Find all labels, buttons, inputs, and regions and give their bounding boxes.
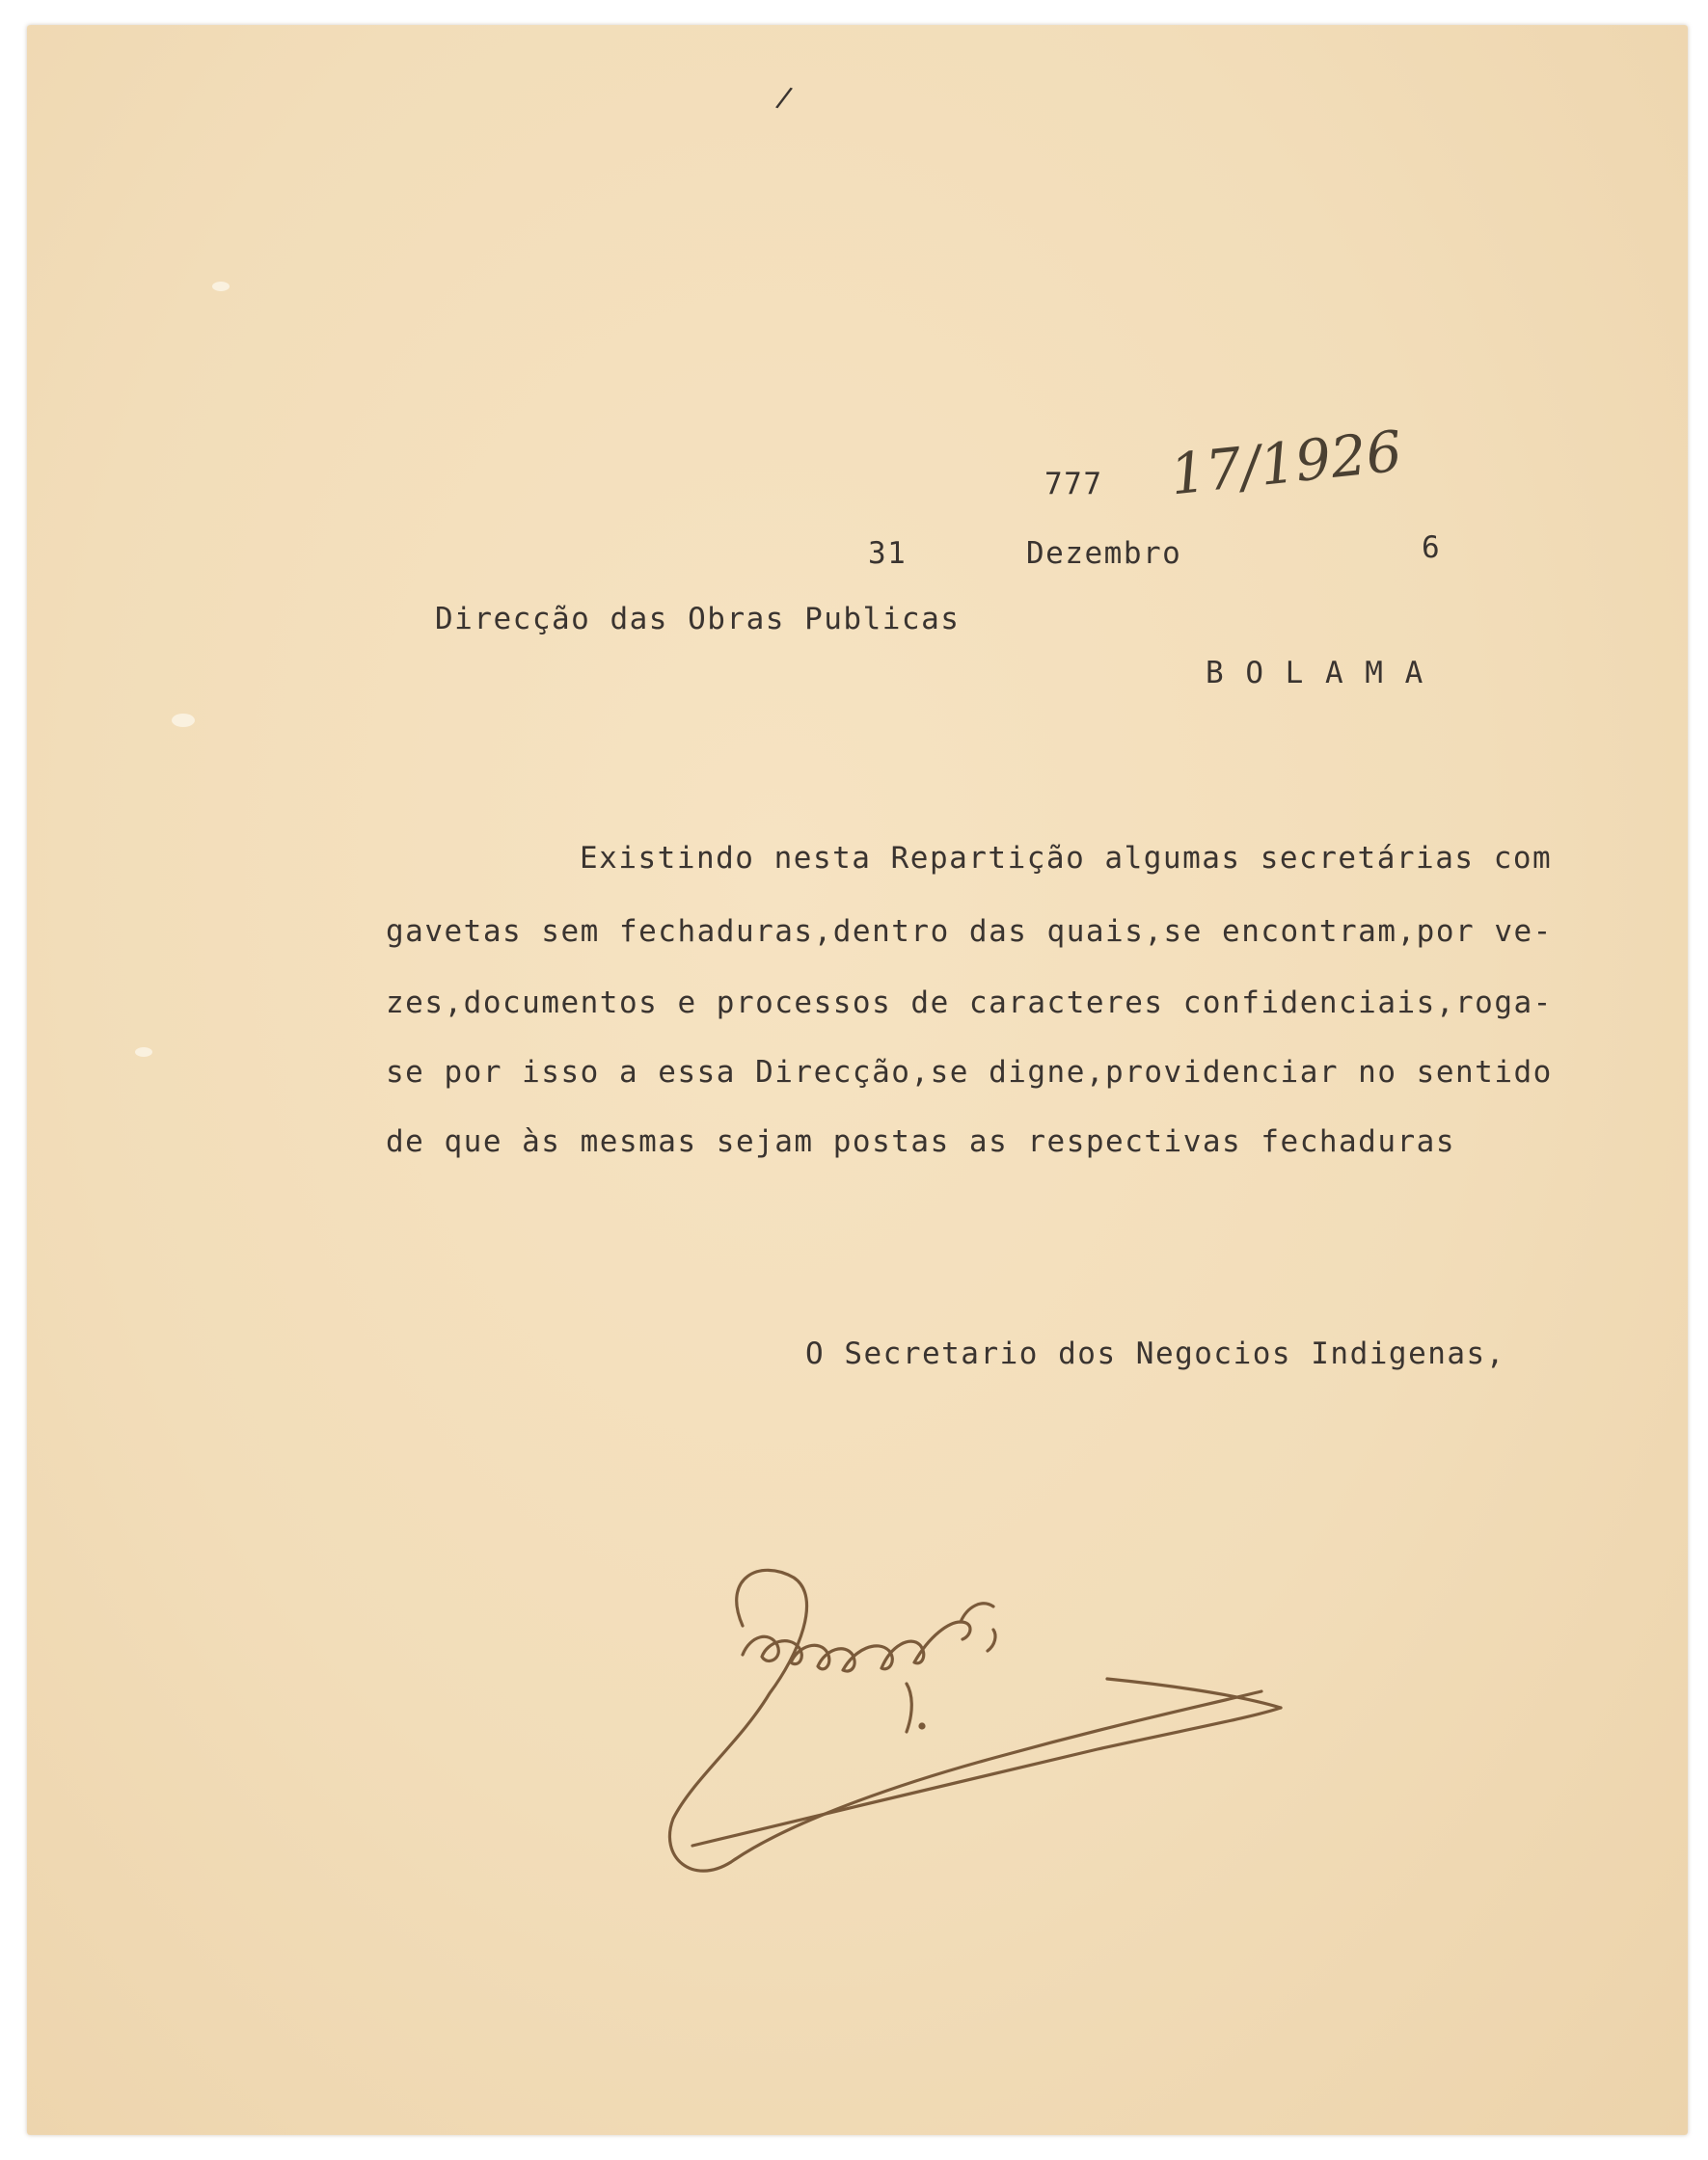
paper-spot (172, 714, 195, 727)
body-line: de que às mesmas sejam postas as respectivas fechaduras (386, 1124, 1455, 1159)
paper-spot (212, 282, 230, 291)
reference-number: 777 (1044, 467, 1103, 501)
body-line: se por isso a essa Direcção,se digne,providenciar no sentido (386, 1055, 1553, 1090)
city: B O L A M A (1206, 656, 1425, 690)
body-line: Existindo nesta Repartição algumas secretárias com (580, 841, 1553, 876)
paper-spot (135, 1047, 152, 1057)
closing-title: O Secretario dos Negocios Indigenas, (805, 1336, 1505, 1371)
handwritten-reference: 17/1926 (1167, 418, 1405, 508)
date-year: 6 (1422, 530, 1442, 565)
body-line: zes,documentos e processos de caracteres confidenciais,roga- (386, 986, 1553, 1020)
document-sheet (27, 25, 1688, 2135)
addressee: Direcção das Obras Publicas (435, 602, 961, 636)
signature (654, 1539, 1425, 1944)
date-day: 31 (868, 536, 908, 571)
body-line: gavetas sem fechaduras,dentro das quais,se encontram,por ve- (386, 914, 1553, 949)
date-month: Dezembro (1026, 536, 1182, 571)
stray-mark: / (773, 80, 795, 116)
